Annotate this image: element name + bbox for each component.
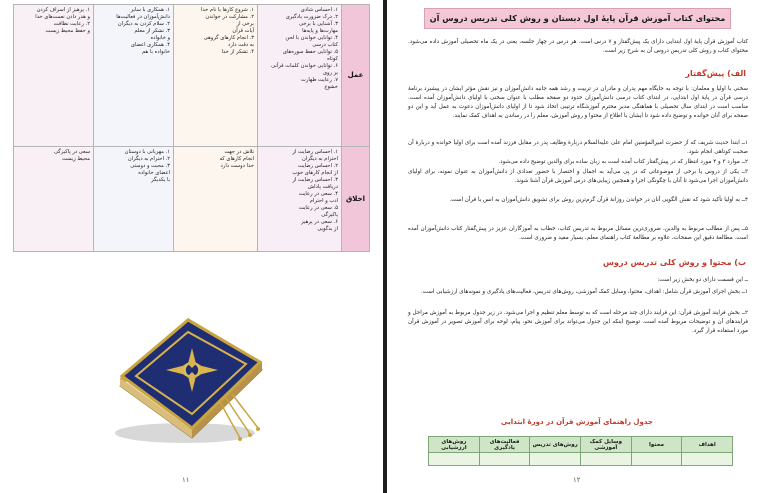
- table-cell: [174, 147, 258, 252]
- cell-line: بر روی: [322, 70, 338, 76]
- table-cell: [94, 147, 174, 252]
- cell-line: ۵. سعی در رعایت: [298, 205, 338, 211]
- cell-line: پاکیزگی: [321, 212, 338, 218]
- cell-line: کوتاه: [327, 56, 338, 62]
- cell-line: ۱. احساس شادی: [300, 7, 338, 13]
- section-heading-preface: الف) پیش‌گفتار: [685, 69, 746, 78]
- table-cell: [479, 453, 530, 466]
- table-caption: جدول راهنمای آموزش قرآن در دورهٔ ابتدایی: [501, 418, 653, 426]
- right-page: [387, 0, 768, 493]
- cell-line: ۳. احساس رضایت از: [292, 177, 338, 183]
- table-row: [429, 453, 733, 466]
- paragraph: سخنی با اولیا و معلمان: با توجه به جایگاه مهم پدران و مادران در تربیت و رشد همه جانبه دانش‌آموزان و نیز نقش مؤثر ایشان در پیشبرد برنامهٔ درسی قرآن در پایهٔ اول ابتدایی، در ابتدای کتاب درسی دانش‌آموزان حدود دو صفحه مطلب با عنوان سخنی با اولیای دانش‌آموزان آمده است. مناسب است در ابتدای سال تحصیلی با هماهنگی مدیر محترم آموزشگاه ترتیبی اتخاذ شود تا از اولیای دانش‌آموزان دعوت به عمل آید و این دو صفحه برای آنان خوانده و توضیح داده شود تا ایشان با اطلاع از محتوا و روش آموزش، معلم را در رساندن به اهداف کمک نمایند.: [408, 86, 748, 119]
- left-page: [0, 0, 383, 493]
- cell-line: تلاش در جهت: [224, 149, 254, 155]
- objectives-table: [13, 4, 370, 252]
- table-cell: [429, 453, 480, 466]
- table-cell: [581, 453, 632, 466]
- cell-line: ۶. توانایی خواندن کلمات قرآنی: [271, 63, 338, 69]
- section-heading-content: ب) محتوا و روش کلی تدریس دروس: [602, 258, 746, 267]
- table-cell: [682, 453, 733, 466]
- cell-line: ۲. احترام به دیگران: [127, 156, 170, 162]
- cell-line: با یکدیگر: [151, 177, 170, 183]
- page-number: ۱۱: [182, 476, 190, 484]
- column-header: محتوا: [631, 437, 682, 453]
- cell-line: خدا دوست دارد: [220, 163, 254, 169]
- row-label: عمل: [342, 5, 370, 147]
- column-header: روش‌های ارزشیابی: [429, 437, 480, 453]
- table-cell: [94, 5, 174, 147]
- page-title: محتوای کتاب آموزش قرآن پایهٔ اول دبستان و روش کلی تدریس دروس آن: [424, 8, 731, 29]
- paragraph: ۵ــ پس از مطالب مربوط به والدین، ضروری‌ترین مسائل مربوط به تدریس کتاب، خطاب به آموزگاران عزیز در پیش‌گفتار کتاب دانش‌آموزان آمده است. مطالعهٔ دقیق این صفحات، علاوه بر مطالعهٔ کتاب راهنمای معلم، بسیار مفید و ضروری است.: [408, 226, 748, 241]
- page-number: ۱۲: [573, 476, 581, 484]
- paragraph: ۲ــ بخش فرایند آموزش قرآن: این فرایند دارای چند مرحله است که به توسط معلم تنظیم و اجرا می‌شود. در زیر جدول مربوط به آموزش مراحل و فرایندهای آن و توضیحات مربوط آمده است. توضیح اینکه این جدول می‌تواند برای آموزش نحو، پیام، لوحه برای آموزش تصویر در آموزش قرآن مورد استفاده قرار گیرد.: [408, 310, 748, 334]
- cell-line: ۳. انجام کارهای گروهی: [203, 35, 254, 41]
- paragraph: ــ این قسمت دارای دو بخش زیر است:: [657, 277, 748, 283]
- cell-line: ۲. مشارکت در خواندن: [205, 14, 254, 20]
- cell-line: دریافت پاداش: [307, 184, 338, 190]
- cell-line: دانش‌آموزان در فعالیت‌ها: [116, 14, 170, 20]
- cell-line: ۲. درک ضرورت یادگیری: [285, 14, 338, 20]
- cell-line: و خانواده: [150, 35, 170, 41]
- cell-line: ۴. سعی در رعایت: [298, 191, 338, 197]
- lesson-guide-table: [428, 436, 733, 466]
- cell-line: و هدر دادن نعمت‌های خدا: [35, 14, 90, 20]
- intro-paragraph: کتاب آموزش قرآن پایهٔ اول ابتدایی دارای یک پیش‌گفتار و ۷ درس است. هر درس در چهار جلسه، یعنی در یک ماه تحصیلی آموزش داده می‌شود. محتوای کتاب و روش کلی تدریس دروس آن به شرح زیر است.: [408, 39, 748, 54]
- cell-line: ۳. محبت و دوستی: [130, 163, 170, 169]
- paragraph: ۴ــ به اولیا تأکید شود که نقش الگویی آنان در خواندن روزانهٔ قرآن گرم‌ترین روش برای تشویق دانش‌آموزان به انس با قرآن است.: [449, 197, 748, 203]
- table-cell: [530, 453, 581, 466]
- cell-line: ۳. تشکر از معلم: [134, 28, 170, 34]
- cell-line: سعی در پاکیزگی: [53, 149, 90, 155]
- cell-line: خانواده با هم: [142, 49, 170, 55]
- cell-line: به دقت دارد: [228, 42, 254, 48]
- table-header-row: [429, 437, 733, 453]
- table-cell: [258, 147, 342, 252]
- quran-book-image: [100, 298, 270, 448]
- cell-line: ۳. آشنایی با برخی: [299, 21, 338, 27]
- cell-line: ۱. احساس رضایت از: [292, 149, 338, 155]
- table-cell: [258, 5, 342, 147]
- cell-line: و حفظ محیط زیست: [45, 28, 90, 34]
- cell-line: ۴. همکاری اعضای: [130, 42, 170, 48]
- column-header: فعالیت‌های یادگیری: [479, 437, 530, 453]
- cell-line: ۱. همکاری با سایر: [130, 7, 170, 13]
- cell-line: اعضای خانواده: [138, 170, 170, 176]
- cell-line: خشوع: [324, 84, 338, 90]
- cell-line: ادب و احترام: [309, 198, 338, 204]
- paragraph: ۱ــ بخش اجرای آموزش قرآن شامل: اهداف، محتوا، وسایل کمک آموزشی، روش‌های تدریس، فعالیت‌های یادگیری و نمونه‌های ارزشیابی است.: [420, 289, 748, 295]
- table-cell: [631, 453, 682, 466]
- table-cell: [14, 147, 94, 252]
- cell-line: ۷. رعایت طهارت: [301, 77, 338, 83]
- paragraph: ۱ــ ابتدا حدیث شریف که از حضرت امیرالمؤمنین امام علی علیه‌السلام دربارهٔ وظایف پدر در مقابل فرزند آمده است برای اولیا خوانده و دربارهٔ آن صحبت کوتاهی انجام شود.: [408, 140, 748, 155]
- column-header: روش‌های تدریس: [530, 437, 581, 453]
- cell-line: ۲. رعایت نظافت: [53, 21, 90, 27]
- cell-line: کتاب درسی: [312, 42, 338, 48]
- cell-line: محیط زیست: [62, 156, 90, 162]
- cell-line: برخی از: [236, 21, 254, 27]
- cell-line: ۶. سعی در پرهیز: [301, 219, 338, 225]
- cell-line: احترام به دیگران: [302, 156, 338, 162]
- cell-line: مهارت‌ها و پایه‌ها: [302, 28, 338, 34]
- cell-line: ۱. شروع کارها با نام خدا: [200, 7, 254, 13]
- table-cell: [14, 5, 94, 147]
- table-row: [14, 5, 370, 147]
- cell-line: انجام کارهای که: [219, 156, 254, 162]
- table-row: [14, 147, 370, 252]
- cell-line: از انجام کارهای خوب: [292, 170, 338, 176]
- column-header: اهداف: [682, 437, 733, 453]
- cell-line: ۱. پرهیز از اسراف کردن: [36, 7, 90, 13]
- cell-line: ۴. توانایی خواندن با لحن: [285, 35, 338, 41]
- table-cell: [174, 5, 258, 147]
- cell-line: ۵. توانایی حفظ سوره‌های: [282, 49, 338, 55]
- cell-line: آیات قرآن: [232, 28, 254, 34]
- cell-line: ۴. تشکر از خدا: [221, 49, 254, 55]
- cell-line: ۲. سلام کردن به دیگران: [117, 21, 170, 27]
- cell-line: ۱. مهربانی با دوستان: [124, 149, 170, 155]
- column-header: وسایل کمک آموزشی: [581, 437, 632, 453]
- cell-line: از بدگویی: [317, 226, 338, 232]
- cell-line: ۲. احساس رضایت: [298, 163, 338, 169]
- paragraph: ۳ــ یکی از دروس یا برخی از موضوعاتی که در پی می‌آید به اجمال و اختصار با حضور تعدادی از دانش‌آموزان به عنوان نمونه، برای اولیای دانش‌آموزان اجرا می‌شود تا آنان با چگونگی اجرا و همچنین زیبایی‌های درس آموزش قرآن آشنا شوند.: [408, 169, 748, 184]
- paragraph: ۲ــ موارد ۳ و ۴ مورد انتظار که در پیش‌گفتار کتاب آمده است به زبان ساده برای والدین توضیح داده می‌شود.: [498, 159, 748, 165]
- row-label: اخلاق: [342, 147, 370, 252]
